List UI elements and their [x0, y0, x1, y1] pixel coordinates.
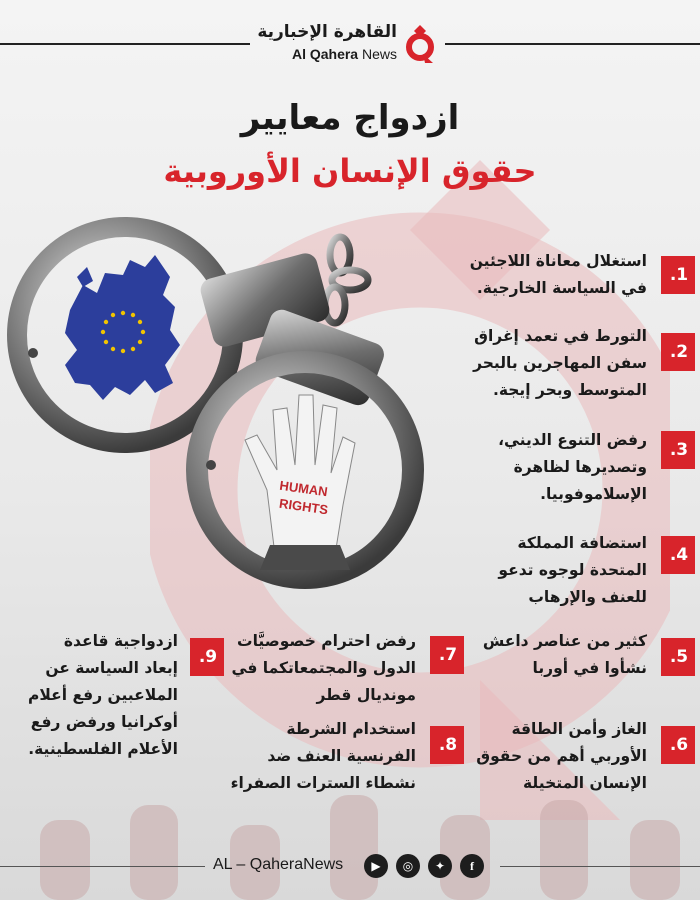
social-handle: AL – QaheraNews	[213, 856, 344, 873]
instagram-icon[interactable]: ◎	[396, 854, 420, 878]
item-number-badge: .7	[430, 636, 464, 674]
youtube-icon[interactable]: ▶	[364, 854, 388, 878]
item-number-badge: .5	[661, 638, 695, 676]
list-item-7	[232, 628, 464, 718]
hand-text-human: HUMAN	[278, 477, 329, 500]
item-number-badge: .1	[661, 256, 695, 294]
list-item-5	[470, 628, 695, 688]
facebook-icon[interactable]: f	[460, 854, 484, 878]
item-number-badge: .3	[661, 431, 695, 469]
list-item-1	[470, 248, 695, 308]
item-number-badge: .8	[430, 726, 464, 764]
logo-arabic-text: القاهرة الإخبارية	[257, 22, 397, 42]
logo-english-text: Al Qahera News	[291, 46, 397, 62]
handcuff-chain	[325, 237, 368, 323]
header-divider-left	[0, 43, 250, 45]
item-number-badge: .4	[661, 536, 695, 574]
footer-bar	[0, 852, 700, 882]
footer-divider-left	[0, 866, 205, 867]
handcuffs-illustration	[5, 215, 455, 605]
list-item-2	[470, 323, 695, 413]
item-text: استضافة المملكة المتحدة لوجوه تدعو للعنف والإرهاب	[498, 534, 647, 606]
item-text: التورط في تعمد إغراق سفن المهاجرين بالبحر المتوسط وبحر إيجة.	[473, 327, 647, 399]
item-text: الغاز وأمن الطاقة الأوربي أهم من حقوق الإنسان المتخيلة	[476, 720, 647, 792]
item-text: رفض التنوع الديني، وتصديرها لظاهرة الإسلاموفوبيا.	[498, 431, 647, 503]
brand-logo	[257, 18, 437, 70]
list-item-4	[470, 530, 695, 620]
main-title: ازدواج معايير	[240, 98, 460, 138]
item-text: ازدواجية قاعدة إبعاد السياسة عن الملاعبين رفع أعلام أوكرانيا ورفض رفع الأعلام الفلسطينية.	[28, 632, 178, 758]
footer-divider-right	[500, 866, 700, 867]
item-number-badge: .6	[661, 726, 695, 764]
item-text: استغلال معاناة اللاجئين في السياسة الخارجية.	[469, 252, 647, 297]
europe-map-icon	[65, 255, 180, 400]
twitter-icon[interactable]: ✦	[428, 854, 452, 878]
logo-mark-icon	[403, 24, 437, 64]
raised-hand-icon	[245, 395, 355, 570]
hand-text-rights: RIGHTS	[278, 495, 329, 518]
raised-fists-background	[0, 790, 700, 900]
main-subtitle: حقوق الإنسان الأوروبية	[163, 152, 537, 190]
list-item-9	[2, 628, 224, 778]
header-divider-right	[445, 43, 700, 45]
item-text: كثير من عناصر داعش نشأوا في أوربا	[482, 632, 647, 677]
item-number-badge: .9	[190, 638, 224, 676]
item-text: استخدام الشرطة الفرنسية العنف ضد نشطاء السترات الصفراء	[230, 720, 416, 792]
list-item-3	[470, 427, 695, 517]
item-text: رفض احترام خصوصيَّات الدول والمجتمعاتكما في مونديال قطر	[231, 632, 416, 704]
item-number-badge: .2	[661, 333, 695, 371]
